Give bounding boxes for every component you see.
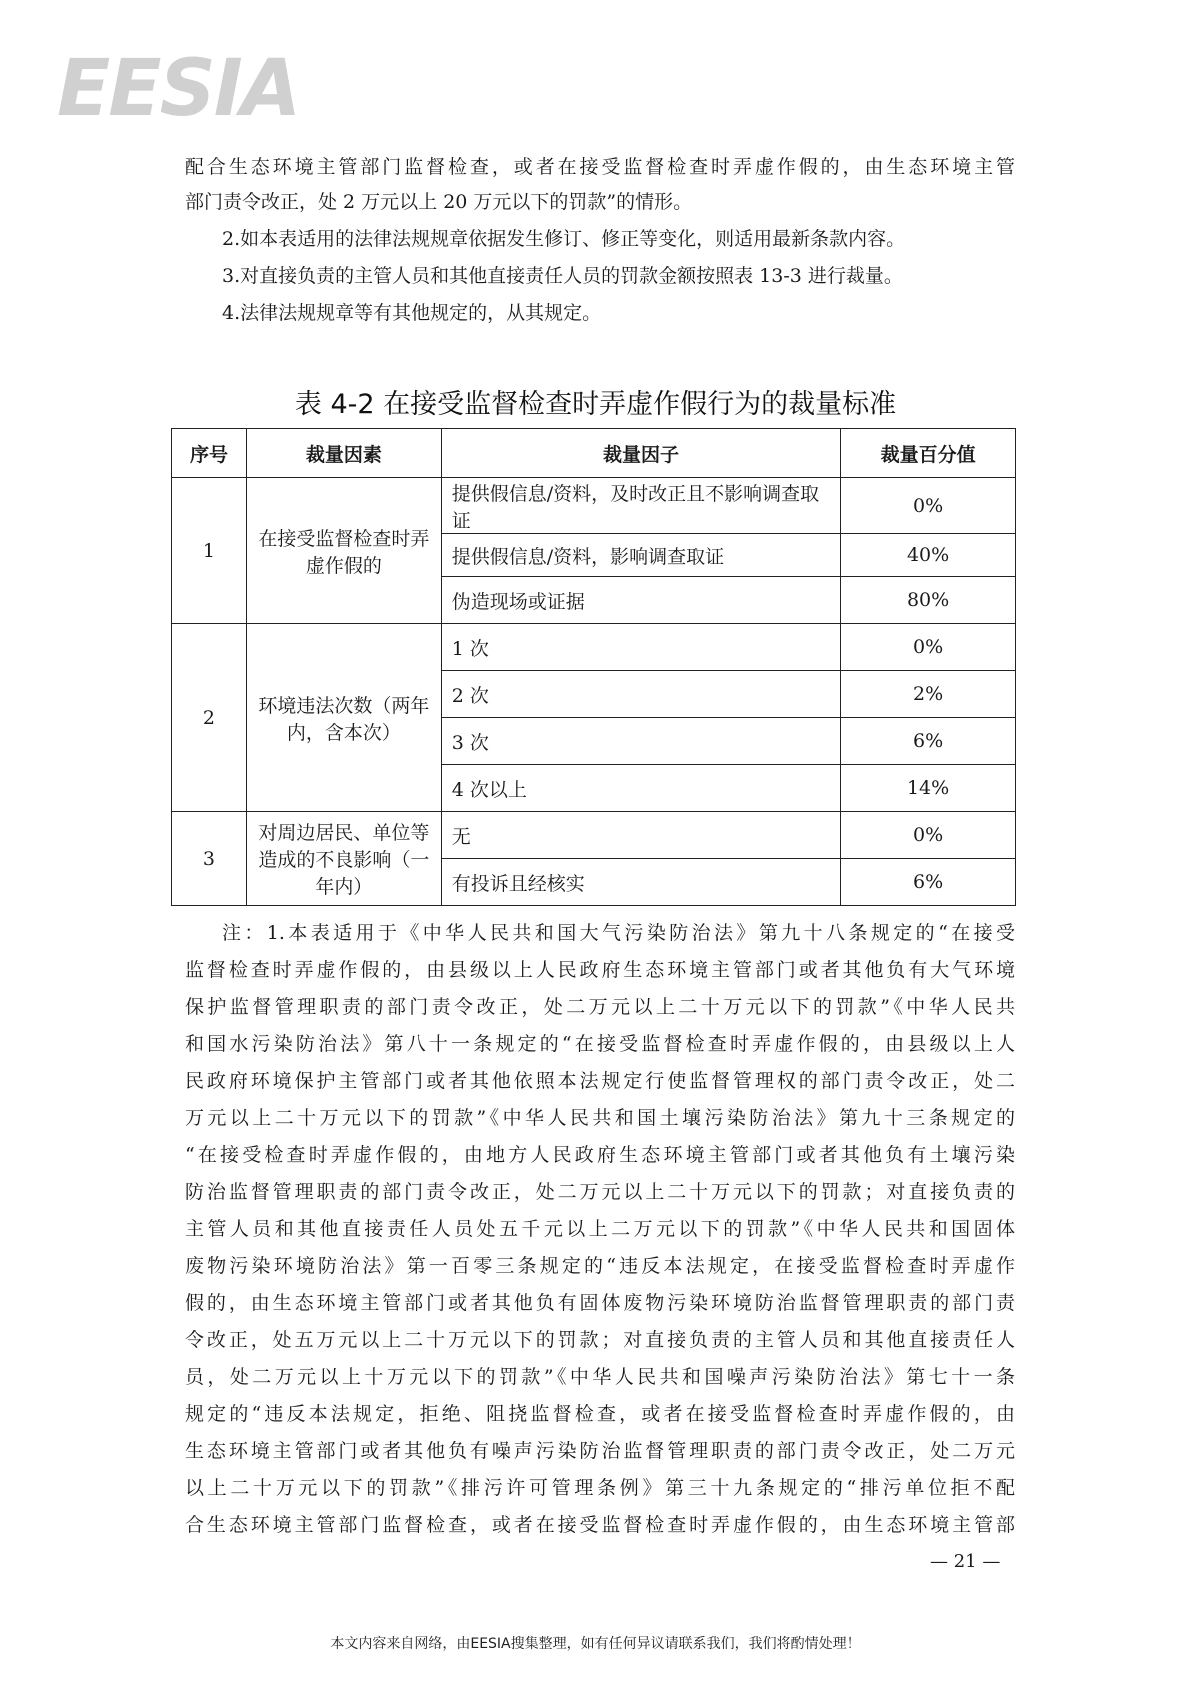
footer-disclaimer: 本文内容来自网络，由EESIA搜集整理，如有任何异议请联系我们，我们将酌情处理！: [330, 1636, 861, 1652]
table-row: [172, 478, 1016, 534]
group-factor: 对周边居民、单位等造成的不良影响（一年内）: [246, 812, 441, 906]
text-line: 2.如本表适用的法律法规规章依据发生修订、修正等变化，则适用最新条款内容。: [222, 228, 906, 250]
factor-percent: 6%: [841, 718, 1016, 765]
text-line: 主管人员和其他直接责任人员处五千元以上二万元以下的罚款”《中华人民共和国固体: [185, 1218, 1015, 1240]
table-row: [172, 624, 1016, 671]
factor-percent: 0%: [841, 812, 1016, 859]
text-line: 和国水污染防治法》第八十一条规定的“在接受监督检查时弄虚作假的，由县级以上人: [185, 1033, 1015, 1055]
factor-percent: 40%: [841, 534, 1016, 577]
group-number: 1: [172, 478, 247, 624]
text-line: 假的，由生态环境主管部门或者其他负有固体废物污染环境防治监督管理职责的部门责: [185, 1292, 1015, 1314]
text-line: 配合生态环境主管部门监督检查，或者在接受监督检查时弄虚作假的，由生态环境主管: [185, 156, 1015, 178]
text-line: 监督检查时弄虚作假的，由县级以上人民政府生态环境主管部门或者其他负有大气环境: [185, 959, 1015, 981]
header-percent: 裁量百分值: [841, 429, 1016, 478]
factor-item: 2 次: [441, 671, 840, 718]
group-factor: 在接受监督检查时弄虚作假的: [246, 478, 441, 624]
text-line: 废物污染环境防治法》第一百零三条规定的“违反本法规定，在接受监督检查时弄虚作: [185, 1255, 1015, 1277]
factor-item: 有投诉且经核实: [441, 859, 840, 906]
text-line: 防治监督管理职责的部门责令改正，处二万元以上二十万元以下的罚款；对直接负责的: [185, 1181, 1015, 1203]
group-number: 2: [172, 624, 247, 812]
group-number: 3: [172, 812, 247, 906]
text-line: 以上二十万元以下的罚款”《排污许可管理条例》第三十九条规定的“排污单位拒不配: [185, 1477, 1015, 1499]
text-line: 规定的“违反本法规定，拒绝、阻挠监督检查，或者在接受监督检查时弄虚作假的，由: [185, 1403, 1015, 1425]
text-line: 3.对直接负责的主管人员和其他直接责任人员的罚款金额按照表 13-3 进行裁量。: [222, 265, 903, 287]
text-line: 注：1.本表适用于《中华人民共和国大气污染防治法》第九十八条规定的“在接受: [222, 922, 1015, 944]
text-line: 员，处二万元以上十万元以下的罚款”《中华人民共和国噪声污染防治法》第七十一条: [185, 1366, 1015, 1388]
factor-item: 无: [441, 812, 840, 859]
text-line: 万元以上二十万元以下的罚款”《中华人民共和国土壤污染防治法》第九十三条规定的: [185, 1107, 1015, 1129]
factor-item: 4 次以上: [441, 765, 840, 812]
text-line: 令改正，处五万元以上二十万元以下的罚款；对直接负责的主管人员和其他直接责任人: [185, 1329, 1015, 1351]
table-header-row: [172, 429, 1016, 478]
text-line: 民政府环境保护主管部门或者其他依照本法规定行使监督管理权的部门责令改正，处二: [185, 1070, 1015, 1092]
text-line: 保护监督管理职责的部门责令改正，处二万元以上二十万元以下的罚款”《中华人民共: [185, 996, 1015, 1018]
factor-item: 伪造现场或证据: [441, 577, 840, 624]
text-line: 部门责令改正，处 2 万元以上 20 万元以下的罚款”的情形。: [185, 191, 693, 213]
factor-percent: 2%: [841, 671, 1016, 718]
factor-percent: 80%: [841, 577, 1016, 624]
table-row: [172, 812, 1016, 859]
text-line: “在接受检查时弄虚作假的，由地方人民政府生态环境主管部门或者其他负有土壤污染: [185, 1144, 1015, 1166]
factor-item: 提供假信息/资料，影响调查取证: [441, 534, 840, 577]
factor-percent: 6%: [841, 859, 1016, 906]
text-line: 生态环境主管部门或者其他负有噪声污染防治监督管理职责的部门责令改正，处二万元: [185, 1440, 1015, 1462]
factor-item: 3 次: [441, 718, 840, 765]
factor-item: 1 次: [441, 624, 840, 671]
factor-item: 提供假信息/资料，及时改正且不影响调查取证: [441, 478, 840, 534]
text-line: 4.法律法规规章等有其他规定的，从其规定。: [222, 302, 602, 324]
discretion-table: [171, 428, 1016, 906]
text-line: 合生态环境主管部门监督检查，或者在接受监督检查时弄虚作假的，由生态环境主管部: [185, 1514, 1015, 1536]
eesia-logo: EESIA: [57, 44, 300, 134]
header-item: 裁量因子: [441, 429, 840, 478]
header-no: 序号: [172, 429, 247, 478]
table-title: 表 4-2 在接受监督检查时弄虚作假行为的裁量标准: [294, 389, 897, 420]
group-factor: 环境违法次数（两年内，含本次）: [246, 624, 441, 812]
page-number: — 21 —: [930, 1551, 1001, 1572]
factor-percent: 0%: [841, 478, 1016, 534]
factor-percent: 14%: [841, 765, 1016, 812]
header-factor: 裁量因素: [246, 429, 441, 478]
factor-percent: 0%: [841, 624, 1016, 671]
